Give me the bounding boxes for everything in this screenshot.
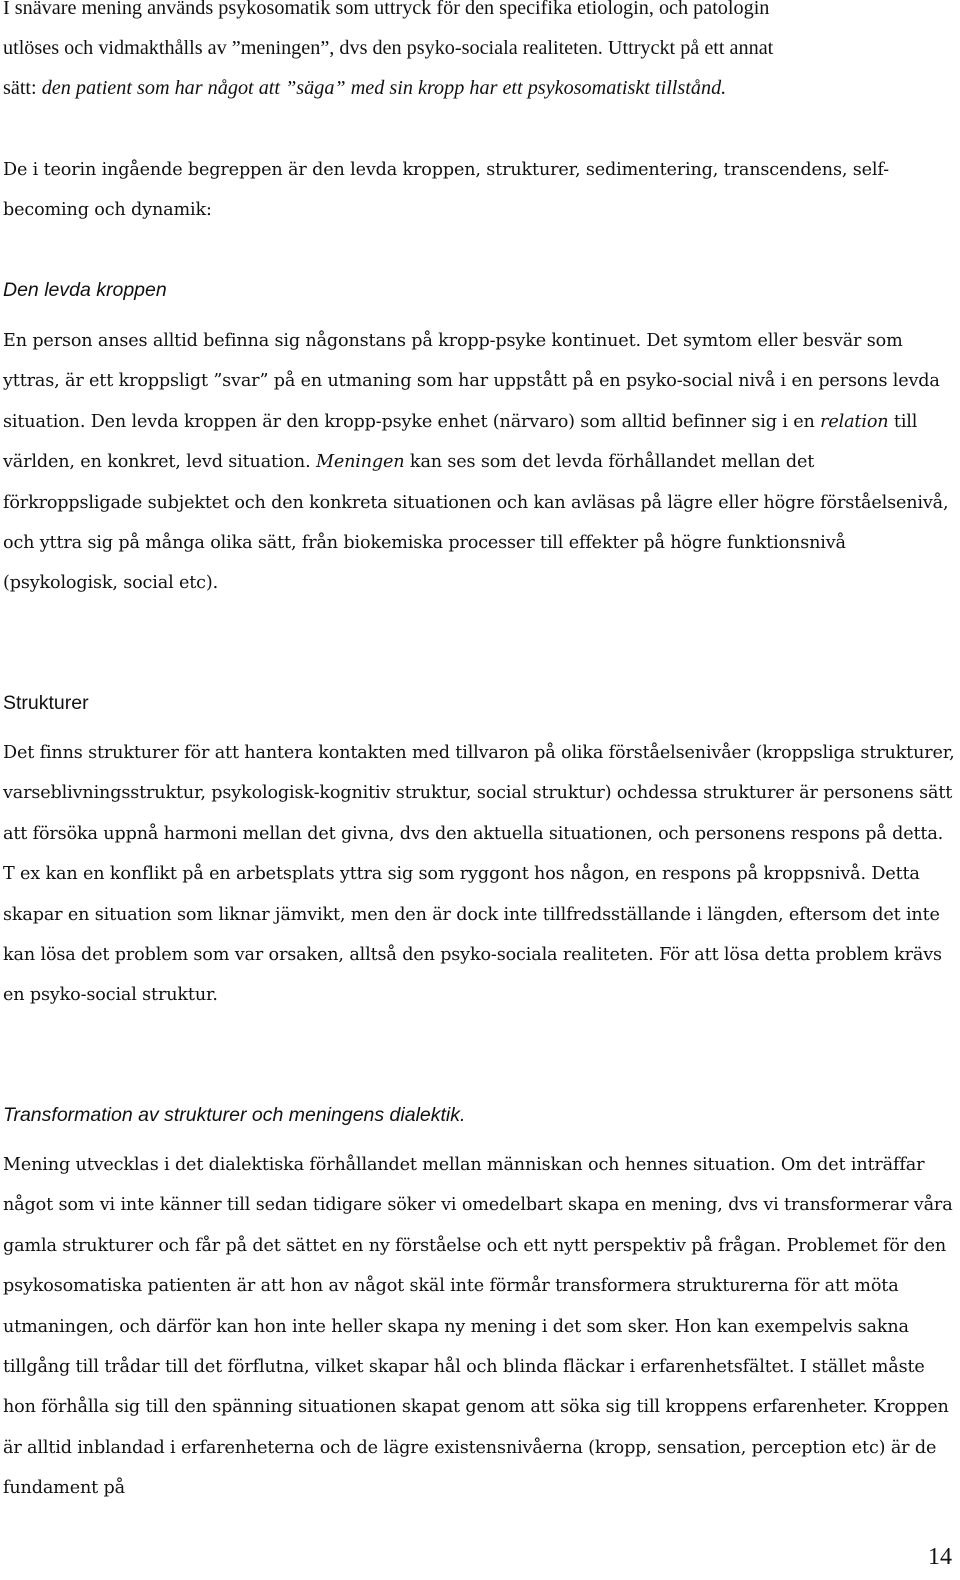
- levda-text-part-3: kan ses som det levda förhållandet mellan det förkroppsligade subjektet och den konkreta situationen och kan avläsas på lägre eller högre förståelsenivå, och yttra sig på många olika sätt, från biokemiska processer till effekter på högre funktionsnivå (psykologisk, social etc).: [3, 452, 949, 594]
- intro-line-3: [3, 68, 955, 108]
- intro-line-3-prefix: sätt:: [3, 77, 42, 99]
- levda-text-part-1: En person anses alltid befinna sig någonstans på kropp-psyke kontinuet. Det symtom eller besvär som yttras, är ett kroppsligt ”svar” på en utmaning som har uppstått på en psyko-social nivå i en persons levda situation. Den levda kroppen är den kropp-psyke enhet (närvaro) som alltid befinner sig i en: [3, 331, 940, 432]
- concepts-paragraph: De i teorin ingående begreppen är den levda kroppen, strukturer, sedimentering, transcendens, self-becoming och dynamik:: [3, 160, 889, 221]
- strukturer-paragraph: Det finns strukturer för att hantera kontakten med tillvaron på olika förståelsenivåer (kroppsliga strukturer, varseblivningsstruktur, psykologisk-kognitiv struktur, social struktur) ochdessa strukturer är personens sätt att försöka uppnå harmoni mellan det givna, dvs den aktuella situationen, och personens respons på detta. T ex kan en konflikt på en arbetsplats yttra sig som ryggont hos någon, en respons på kroppsnivå. Detta skapar en situation som liknar jämvikt, men den är dock inte tillfredsställande i längden, eftersom det inte kan lösa det problem som var orsaken, alltså den psyko-sociala realiteten. För att lösa detta problem krävs en psyko-social struktur.: [3, 743, 955, 1006]
- page-number: 14: [928, 1544, 952, 1570]
- section-heading-levda-kroppen: Den levda kroppen: [3, 279, 167, 301]
- intro-line-1: I snävare mening används psykosomatik som uttryck för den specifika etiologin, och patologin: [3, 0, 770, 19]
- section-heading-strukturer: Strukturer: [3, 692, 89, 714]
- levda-kroppen-paragraph: [3, 321, 955, 604]
- intro-line-2: utlöses och vidmakthålls av ”meningen”, dvs den psyko-sociala realiteten. Uttryckt på ett annat: [3, 37, 774, 59]
- section-heading-transformation: Transformation av strukturer och meningens dialektik.: [3, 1104, 466, 1126]
- intro-paragraph: [3, 0, 955, 108]
- levda-italic-meningen: Meningen: [315, 452, 405, 473]
- intro-line-3-italic: den patient som har något att ”säga” med sin kropp har ett psykosomatiskt tillstånd.: [41, 77, 727, 99]
- transformation-paragraph: Mening utvecklas i det dialektiska förhållandet mellan människan och hennes situation. Om det inträffar något som vi inte känner till sedan tidigare söker vi omedelbart skapa en mening, dvs vi transformerar våra gamla strukturer och får på det sättet en ny förståelse och ett nytt perspektiv på frågan. Problemet för den psykosomatiska patienten är att hon av något skäl inte förmår transformera strukturerna för att möta utmaningen, och därför kan hon inte heller skapa ny mening i det som sker. Hon kan exempelvis sakna tillgång till trådar till det förflutna, vilket skapar hål och blinda fläckar i erfarenhetsfältet. I stället måste hon förhålla sig till den spänning situationen skapat genom att söka sig till kroppens erfarenheter. Kroppen är alltid inblandad i erfarenheterna och de lägre existensnivåerna (kropp, sensation, perception etc) är de fundament på: [3, 1155, 953, 1499]
- levda-italic-relation: relation: [820, 411, 889, 432]
- levda-text-part-2: till världen, en konkret, levd situation.: [3, 411, 918, 473]
